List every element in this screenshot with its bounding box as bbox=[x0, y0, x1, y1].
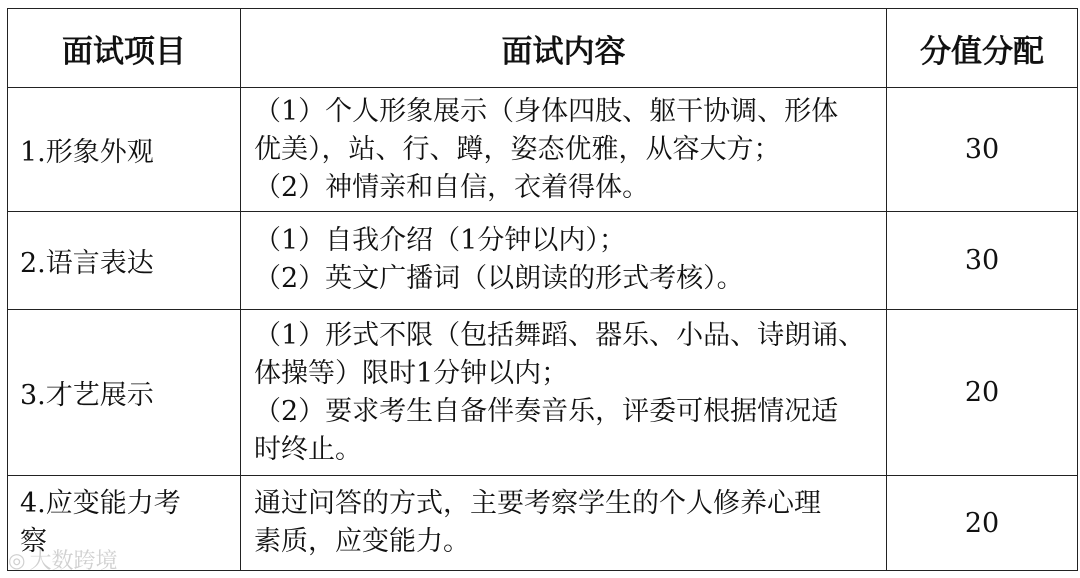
content-line: （1）形式不限（包括舞蹈、器乐、小品、诗朗诵、 bbox=[254, 319, 866, 351]
table-header-row bbox=[8, 9, 1078, 88]
header-interview-item: 面试项目 bbox=[8, 9, 241, 88]
table-row bbox=[8, 309, 1078, 476]
score-cell: 20 bbox=[887, 476, 1078, 571]
score-cell: 30 bbox=[887, 212, 1078, 310]
item-cell: 2.语言表达 bbox=[8, 212, 241, 310]
content-cell bbox=[241, 88, 887, 212]
table-row bbox=[8, 88, 1078, 212]
content-line: （2）神情亲和自信，衣着得体。 bbox=[254, 171, 650, 203]
header-interview-content: 面试内容 bbox=[241, 9, 887, 88]
content-line: 时终止。 bbox=[254, 433, 362, 465]
interview-scoring-table bbox=[7, 8, 1078, 571]
header-score-allocation: 分值分配 bbox=[887, 9, 1078, 88]
content-line: （2）英文广播词（以朗读的形式考核）。 bbox=[254, 263, 744, 295]
table-row bbox=[8, 212, 1078, 310]
content-line: 体操等）限时1分钟以内； bbox=[254, 357, 569, 389]
content-line: 通过问答的方式，主要考察学生的个人修养心理 bbox=[254, 488, 821, 520]
content-line: （2）要求考生自备伴奏音乐，评委可根据情况适 bbox=[254, 395, 839, 427]
item-cell: 4.应变能力考察 bbox=[8, 476, 241, 571]
content-cell bbox=[241, 212, 887, 310]
content-line: （1）自我介绍（1分钟以内）； bbox=[254, 225, 626, 257]
content-line: 素质，应变能力。 bbox=[254, 526, 470, 558]
item-cell: 1.形象外观 bbox=[8, 88, 241, 212]
watermark-text: 大数跨境 bbox=[29, 549, 118, 574]
score-cell: 20 bbox=[887, 309, 1078, 476]
content-line: （1）个人形象展示（身体四肢、躯干协调、形体 bbox=[254, 95, 839, 127]
logo-icon: ◎ bbox=[8, 547, 26, 572]
content-cell bbox=[241, 309, 887, 476]
content-cell bbox=[241, 476, 887, 571]
content-line: 优美），站、行、蹲，姿态优雅，从容大方； bbox=[254, 133, 781, 165]
score-cell: 30 bbox=[887, 88, 1078, 212]
table-row bbox=[8, 476, 1078, 571]
item-cell: 3.才艺展示 bbox=[8, 309, 241, 476]
